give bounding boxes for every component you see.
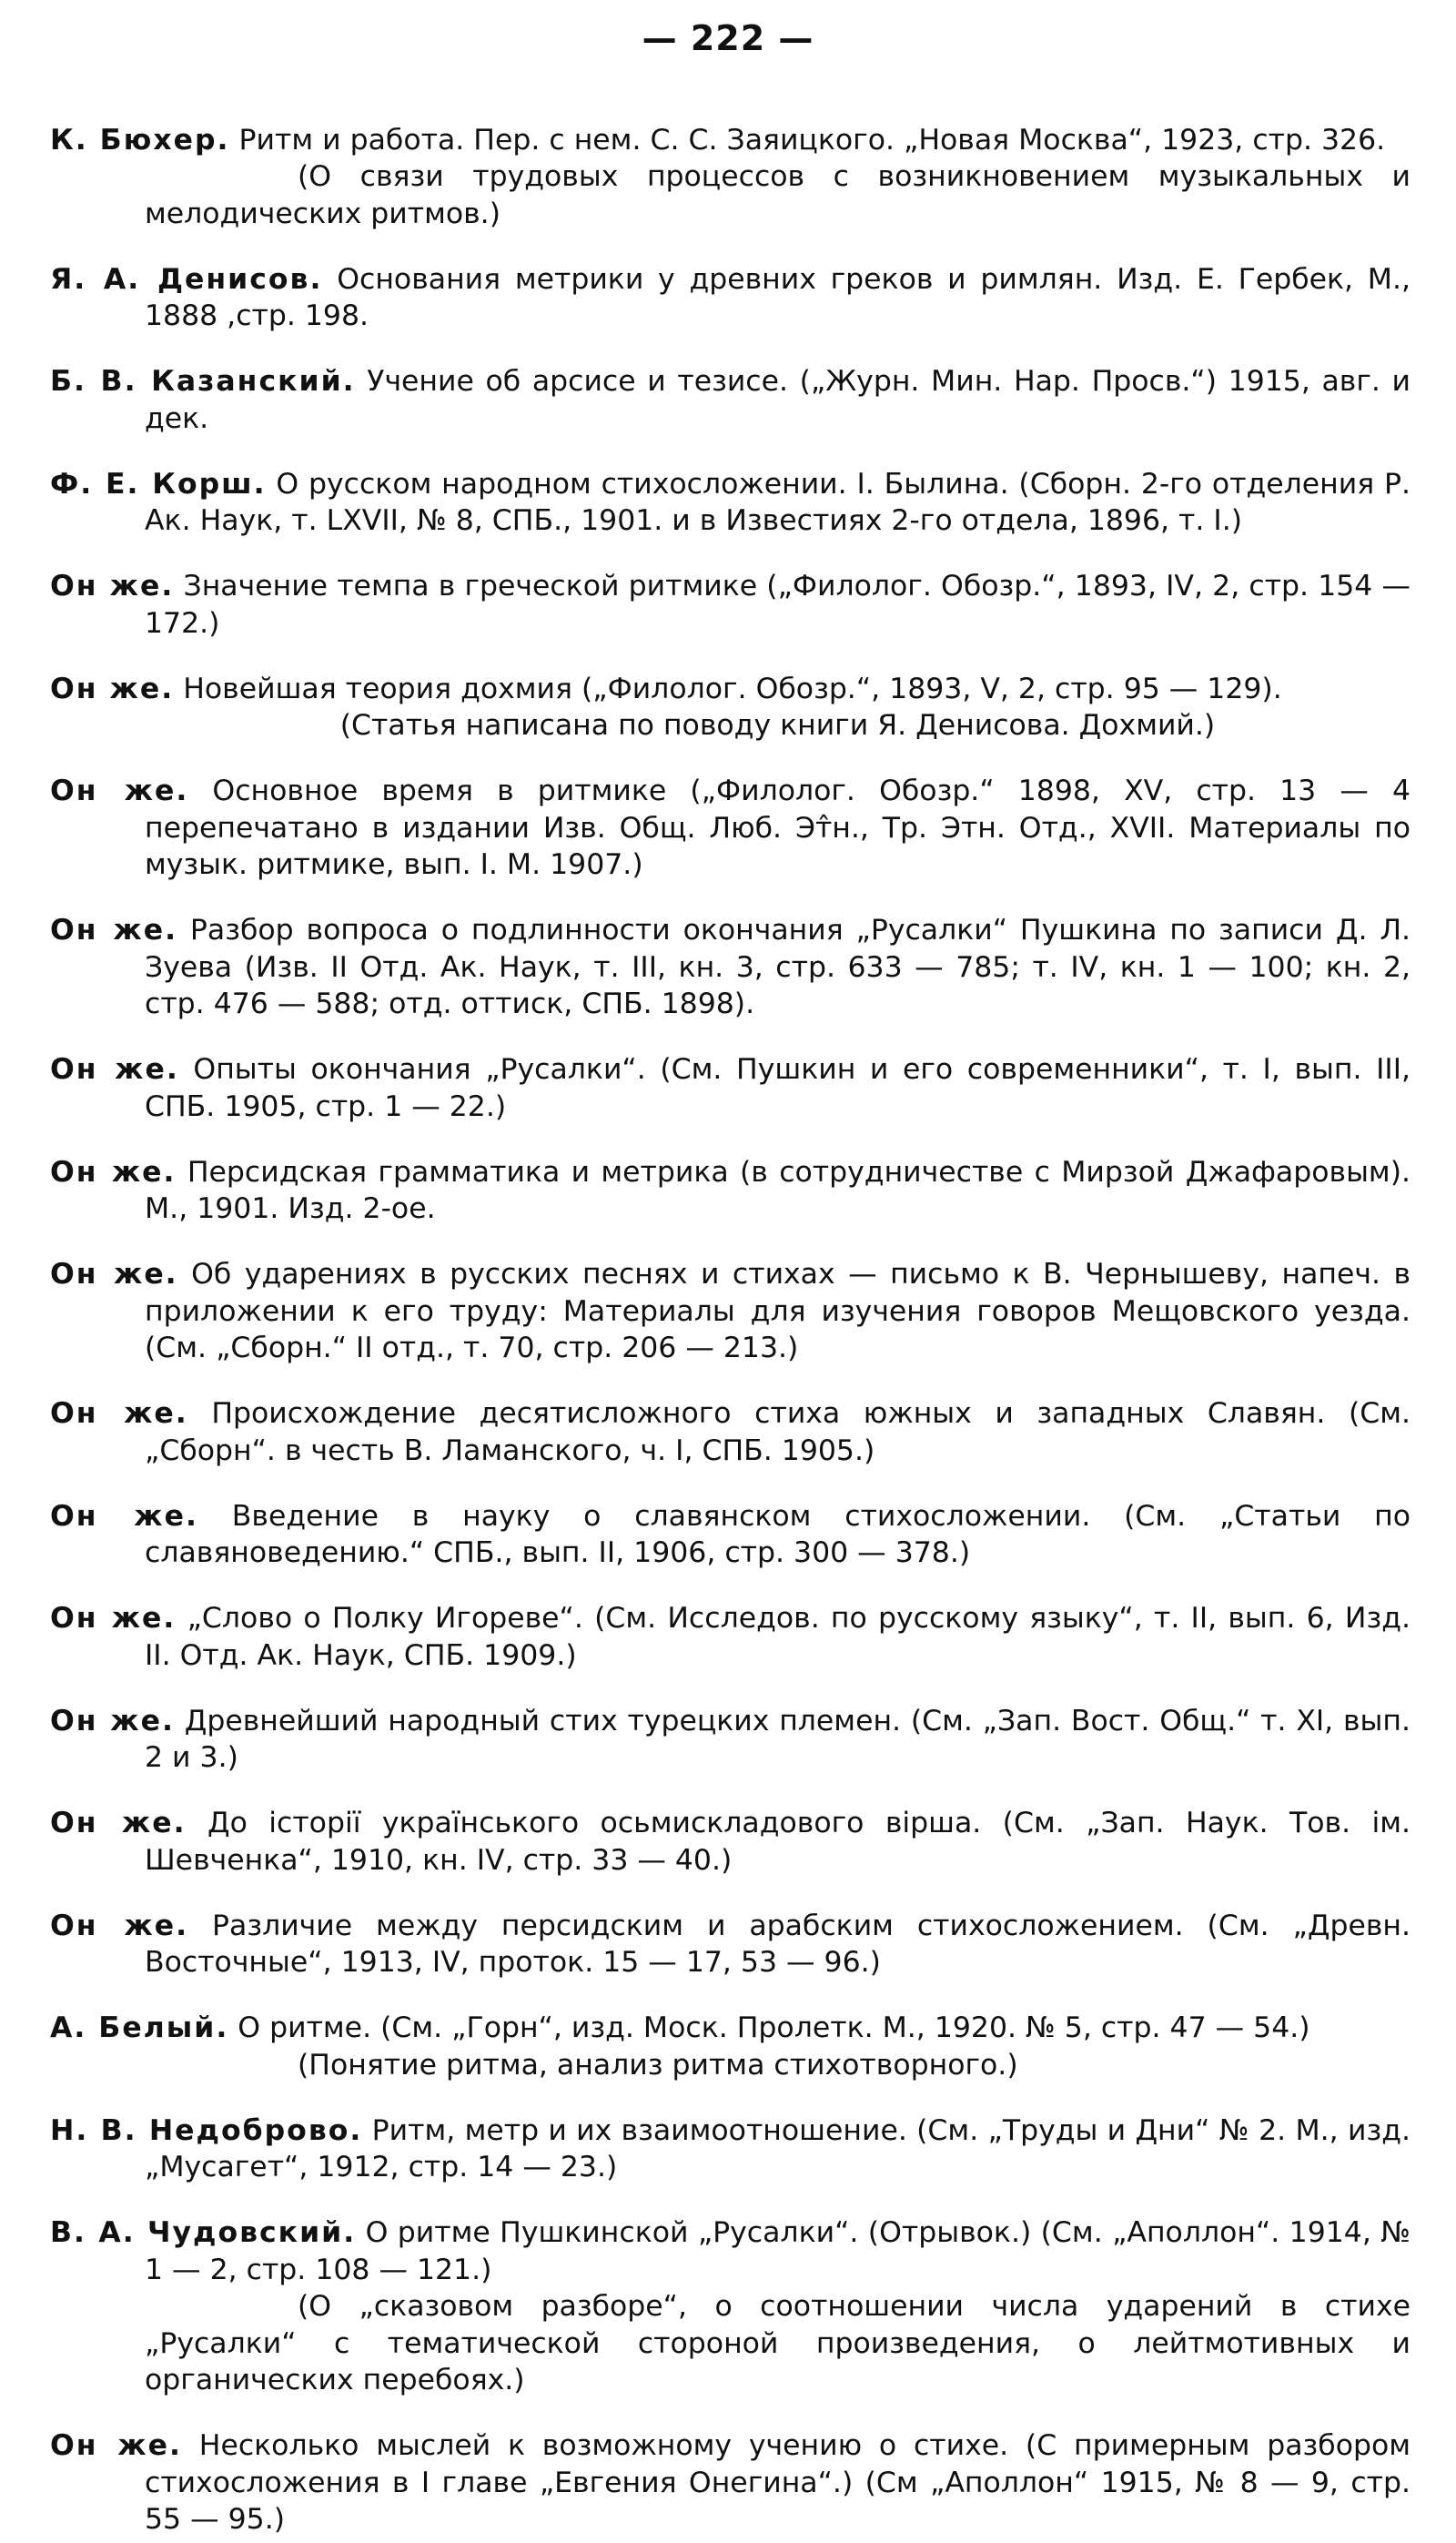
entry-author: Он же. xyxy=(50,914,178,947)
bibliography-entry xyxy=(50,1805,1410,1879)
entry-author: Он же. xyxy=(50,1397,188,1430)
entry-text: Персидская грамматика и метрика (в сотрудничестве с Мирзой Джафаровым). М., 1901. Изд. 2-ое. xyxy=(145,1155,1411,1225)
entry-text: Об ударениях в русских песнях и стихах — письмо к В. Чернышеву, напеч. в приложении к его труду: Материалы для изучения говоров Мещовского уезда. (См. „Сборн.“ II отд., т. 70, стр. 206 — 213.) xyxy=(145,1258,1411,1364)
entry-author: Он же. xyxy=(50,775,189,807)
bibliography-list xyxy=(50,93,1410,2543)
entry-author: К. Бюхер. xyxy=(50,123,230,157)
entry-author: Он же. xyxy=(50,672,175,705)
entry-author: Он же. xyxy=(50,1155,177,1189)
entry-author: Он же. xyxy=(50,1704,175,1738)
entry-text: Различие между персидским и арабским стихосложением. (См. „Древн. Восточные“, 1913, IV, проток. 15 — 17, 53 — 96.) xyxy=(145,1909,1410,1979)
bibliography-entry xyxy=(50,671,1410,745)
entry-author: Ф. Е. Корш. xyxy=(50,467,267,501)
entry-note: (Понятие ритма, анализ ритма стихотворного.) xyxy=(298,2048,1018,2082)
entry-text: Основное время в ритмике („Филолог. Обозр.“ 1898, XV, стр. 13 — 4 перепечатано в издании Изв. Общ. Люб. Эт̂н., Тр. Этн. Отд., XVII. Материалы по музык. ритмике, вып. I. М. 1907.) xyxy=(145,775,1410,881)
entry-text: Ритм и работа. Пер. с нем. С. С. Заяицкого. „Новая Москва“, 1923, стр. 326. xyxy=(238,123,1386,157)
bibliography-entry xyxy=(50,568,1410,642)
entry-author: А. Белый. xyxy=(50,2011,229,2044)
entry-author: Б. В. Казанский. xyxy=(50,365,356,398)
entry-author: В. А. Чудовский. xyxy=(50,2216,357,2249)
entry-note: (О „сказовом разборе“, о соотношении числа ударений в стихе „Русалки“ с тематической стороной произведения, о лейтмотивных и органических перебоях.) xyxy=(145,2290,1410,2396)
bibliography-entry xyxy=(50,122,1410,233)
bibliography-entry xyxy=(50,1703,1410,1777)
entry-text: Ритм, метр и их взаимоотношение. (См. „Труды и Дни“ № 2. М., изд. „Мусагет“, 1912, стр. 14 — 23.) xyxy=(145,2113,1410,2183)
entry-author: Н. В. Недоброво. xyxy=(50,2113,363,2147)
bibliography-entry xyxy=(50,1908,1410,1981)
entry-author: Он же. xyxy=(50,1053,179,1086)
entry-text: О ритме Пушкинской „Русалки“. (Отрывок.) (См. „Аполлон“. 1914, № 1 — 2, стр. 108 — 121.) xyxy=(145,2216,1411,2286)
bibliography-entry xyxy=(50,2214,1410,2399)
bibliography-entry xyxy=(50,773,1410,884)
entry-author: Он же. xyxy=(50,570,175,603)
entry-text: Разбор вопроса о подлинности окончания „Русалки“ Пушкина по записи Д. Л. Зуева (Изв. II Отд. Ак. Наук, т. III, кн. 3, стр. 633 — 785; т. IV, кн. 1 — 100; кн. 2, стр. 476 — 588; отд. оттиск, СПБ. 1898). xyxy=(145,914,1411,1020)
entry-text: „Слово о Полку Игореве“. (См. Исследов. по русскому языку“, т. II, вып. 6, Изд. II. Отд. Ак. Наук, СПБ. 1909.) xyxy=(145,1602,1410,1672)
bibliography-entry xyxy=(50,2427,1410,2538)
entry-text: Основания метрики у древних греков и римлян. Изд. Е. Гербек, М., 1888 ,стр. 198. xyxy=(145,262,1411,332)
entry-author: Он же. xyxy=(50,1909,189,1942)
entry-author: Он же. xyxy=(50,1499,198,1533)
bibliography-entry xyxy=(50,2112,1410,2186)
bibliography-entry xyxy=(50,1395,1410,1469)
bibliography-entry xyxy=(50,912,1410,1023)
bibliography-entry xyxy=(50,1154,1410,1228)
entry-text: Происхождение десятисложного стиха южных и западных Славян. (См. „Сборн“. в честь В. Ламанского, ч. I, СПБ. 1905.) xyxy=(145,1397,1410,1467)
entry-note: (Статья написана по поводу книги Я. Денисова. Дохмий.) xyxy=(339,709,1216,742)
entry-text: Новейшая теория дохмия („Филолог. Обозр.“, 1893, V, 2, стр. 95 — 129). xyxy=(183,672,1282,705)
entry-text: Значение темпа в греческой ритмике („Филолог. Обозр.“, 1893, IV, 2, стр. 154 — 172.) xyxy=(145,570,1411,640)
entry-text: О ритме. (См. „Горн“, изд. Моск. Пролетк. М., 1920. № 5, стр. 47 — 54.) xyxy=(238,2011,1310,2044)
entry-text: До історії українського осьмискладового вірша. (См. „Зап. Наук. Тов. ім. Шевченка“, 1910, кн. IV, стр. 33 — 40.) xyxy=(145,1807,1411,1877)
entry-text: Древнейший народный стих турецких племен. (См. „Зап. Вост. Общ.“ т. XI, вып. 2 и 3.) xyxy=(145,1704,1411,1774)
entry-author: Он же. xyxy=(50,1602,177,1635)
bibliography-entry xyxy=(50,1256,1410,1367)
entry-text: О русском народном стихосложении. I. Былина. (Сборн. 2-го отделения Р. Ак. Наук, т. LXVII, № 8, СПБ., 1901. и в Известиях 2-го отдела, 1896, т. I.) xyxy=(145,467,1411,537)
entry-text: Опыты окончания „Русалки“. (См. Пушкин и его современники“, т. I, вып. III, СПБ. 1905, стр. 1 — 22.) xyxy=(145,1053,1411,1123)
bibliography-entry xyxy=(50,363,1410,437)
entry-author: Он же. xyxy=(50,1807,187,1839)
entry-text: Учение об арсисе и тезисе. („Журн. Мин. Нар. Просв.“) 1915, авг. и дек. xyxy=(145,365,1410,435)
entry-author: Он же. xyxy=(50,1258,178,1291)
entry-author: Он же. xyxy=(50,2429,182,2462)
page-number: — 222 — xyxy=(642,18,814,58)
entry-text: Несколько мыслей к возможному учению о стихе. (С примерным разбором стихосложения в I главе „Евгения Онегина“.) (См „Аполлон“ 1915, № 8 — 9, стр. 55 — 95.) xyxy=(145,2429,1410,2536)
entry-text: Введение в науку о славянском стихосложении. (См. „Статьи по славяноведению.“ СПБ., вып. II, 1906, стр. 300 — 378.) xyxy=(145,1499,1411,1569)
bibliography-entry xyxy=(50,1498,1410,1572)
entry-note: (О связи трудовых процессов с возникновением музыкальных и мелодических ритмов.) xyxy=(145,160,1410,230)
bibliography-entry xyxy=(50,2010,1410,2083)
bibliography-entry xyxy=(50,466,1410,540)
bibliography-entry xyxy=(50,1600,1410,1674)
bibliography-entry xyxy=(50,1051,1410,1125)
bibliography-entry xyxy=(50,261,1410,335)
entry-author: Я. А. Денисов. xyxy=(50,262,323,296)
